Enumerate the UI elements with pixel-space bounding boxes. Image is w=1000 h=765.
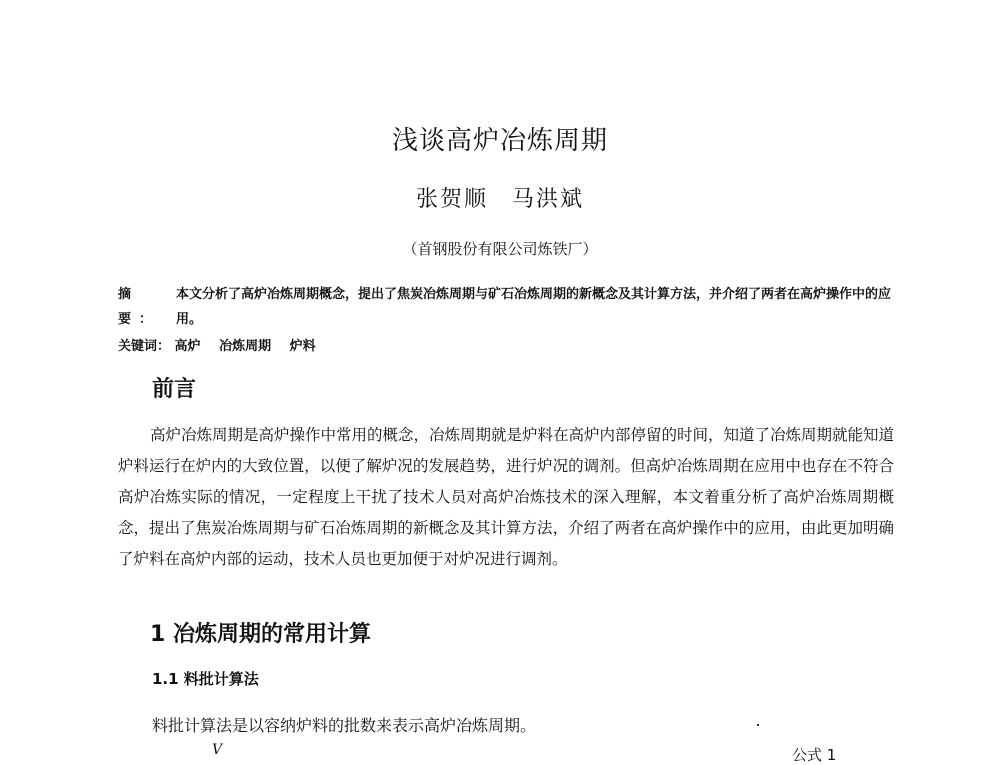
formula-fragment: V <box>212 742 223 758</box>
preface-heading: 前言 <box>152 377 197 402</box>
keywords-line <box>118 336 330 358</box>
formula-label: 公式 1 <box>792 746 837 764</box>
subsection-1-1-heading: 1.1 料批计算法 <box>152 670 259 688</box>
keywords-label: 关键词： <box>118 339 171 354</box>
abstract-text: 本文分析了高炉冶炼周期概念，提出了焦炭冶炼周期与矿石冶炼周期的新概念及其计算方法，并介绍了两者在高炉操作中的应用。 <box>176 287 892 327</box>
paper-title: 浅谈高炉冶炼周期 <box>391 126 608 156</box>
abstract-label: 摘 要： <box>118 287 161 327</box>
abstract-block <box>118 282 894 332</box>
paper-authors: 张贺顺 马洪斌 <box>415 187 584 212</box>
subsection-1-1-paragraph: 料批计算法是以容纳炉料的批数来表示高炉冶炼周期。 <box>152 716 537 735</box>
stray-mark <box>757 724 759 726</box>
keyword: 高炉 <box>174 339 201 354</box>
section-1-heading: 1 冶炼周期的常用计算 <box>150 622 371 647</box>
author-affiliation: （首钢股份有限公司炼铁厂） <box>402 240 598 258</box>
keyword: 冶炼周期 <box>219 339 272 354</box>
keyword: 炉料 <box>289 339 316 354</box>
preface-paragraph: 高炉冶炼周期是高炉操作中常用的概念，冶炼周期就是炉料在高炉内部停留的时间，知道了冶炼周期就能知道炉料运行在炉内的大致位置，以便了解炉况的发展趋势，进行炉况的调剂。但高炉冶炼周期在应用中也存在不符合高炉冶炼实际的情况，一定程度上干扰了技术人员对高炉冶炼技术的深入理解，本文着重分析了高炉冶炼周期概念，提出了焦炭冶炼周期与矿石冶炼周期的新概念及其计算方法，介绍了两者在高炉操作中的应用，由此更加明确了炉料在高炉内部的运动，技术人员也更加便于对炉况进行调剂。 <box>118 426 895 568</box>
